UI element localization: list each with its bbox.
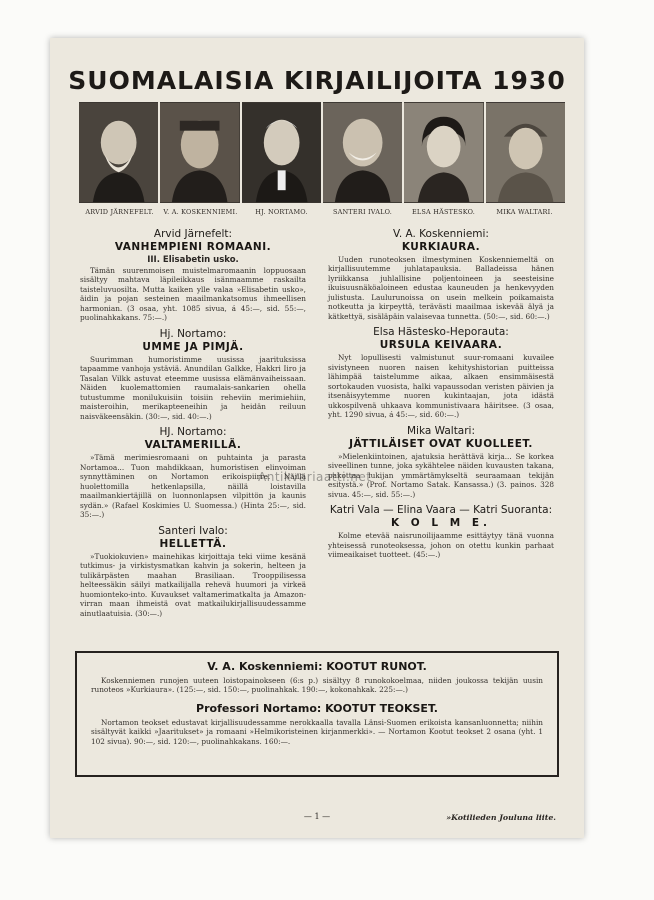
caption-jarnefelt: ARVID JÄRNEFELT. bbox=[85, 208, 154, 216]
caption-koskenniemi: V. A. KOSKENNIEMI. bbox=[163, 208, 238, 216]
collected-works-box bbox=[75, 651, 559, 777]
book-title: JÄTTILÄISET OVAT KUOLLEET. bbox=[349, 437, 533, 450]
book-subtitle: III. Elisabetin usko. bbox=[147, 255, 239, 265]
book-entry bbox=[328, 425, 554, 499]
book-entry bbox=[80, 525, 306, 618]
book-entry bbox=[328, 504, 554, 559]
box-description: Nortamon teokset edustavat kirjallisuudessamme nerokkaalla tavalla Länsi-Suomen erikoista kansanluonnetta; niihin sisältyvät kaikki »Jaaritukset» ja romaani »Helmikoristeinen kirjanmerkki». — Nortamon Kootut teokset 2 osana (yht. 1 102 sivua). 90:—, sid. 120:—, puolinahkakans. 160:—. bbox=[91, 717, 543, 746]
portrait-waltari bbox=[486, 102, 565, 203]
portrait-ivalo bbox=[323, 102, 402, 203]
page-title: SUOMALAISIA KIRJAILIJOITA 1930 bbox=[68, 66, 566, 95]
book-entry bbox=[80, 328, 306, 421]
caption-ivalo: SANTERI IVALO. bbox=[332, 208, 393, 216]
portrait-row bbox=[79, 102, 565, 203]
book-title: VANHEMPIENI ROMAANI. bbox=[114, 241, 272, 253]
right-column bbox=[328, 223, 554, 560]
book-title: K O L M E. bbox=[391, 517, 491, 530]
portrait-nortamo bbox=[242, 102, 321, 203]
portrait-hastesko bbox=[404, 102, 483, 203]
book-entry bbox=[328, 326, 554, 419]
caption-waltari: MIKA WALTARI. bbox=[496, 208, 553, 216]
page-number: — 1 — bbox=[303, 812, 331, 821]
book-author: Mika Waltari: bbox=[406, 424, 476, 437]
book-description: Uuden runoteoksen ilmestyminen Koskenniemeltä on kirjallisuutemme juhlatapauksia. Balladeissa hänen lyriikkansa juhlallisine poljentoineen ja seesteisine ikuisuusnäköaloineen edustaa kauneuden ja henkevyyden julistusta. Laulurunoissa on usein melkein poikamaista notkeutta ja kirpeyttä, terävästi maailmaa iskevää älyä ja kätkettyä, sisäläpäin valaisevaa tunnetta. (50:—, sid. 60:—.) bbox=[328, 255, 554, 321]
box-description: Koskenniemen runojen uuteen loistopainokseen (6:s p.) sisältyy 8 runokokoelmaa, niiden joukossa tekijän uusin runoteos »Kurkiaura». (125:—, sid. 150:—, puolinahkak. 190:—, kokonahkak. 225:—.) bbox=[91, 676, 543, 695]
book-title: HELLETTÄ. bbox=[159, 537, 227, 550]
book-author: Elsa Hästesko-Heporauta: bbox=[373, 326, 509, 339]
book-description: Tämän suurenmoisen muistelmaromaanin loppuosaan sisältyy mahtava läpileikkaus isänmaamme raskailta taisteluvuosilta. Mutta kaiken ylle valaa »Elisabetin usko», äidin ja pojan sesteinen maailmankatsomus ihmeellisen harmonian. (3 osaa, yht. 1085 sivua, á 45:—, sid. 55:—, puolinahkakans. 75:—.) bbox=[80, 266, 306, 323]
book-author: Katri Vala — Elina Vaara — Katri Suoranta: bbox=[329, 504, 553, 517]
book-entry bbox=[328, 228, 554, 321]
book-description: Nyt lopullisesti valmistunut suur-romaani kuvailee sivistyneen nuoren naisen kehityshistorian puitteissa lähimpää taistelumme aikaa, alkaen ensimmäisestä sortokauden vuosista, halki vapaussodan veristen päivien ja itsenäisyytemme nuoren kukintaajan, jota idästä ukkospilvenä uhkaava kommunistivaara häiritsee. (3 osaa, yht. 1290 sivua, á 45:—, sid. 60:—.) bbox=[328, 353, 554, 420]
box-heading: V. A. Koskenniemi: KOOTUT RUNOT. bbox=[207, 660, 427, 673]
caption-nortamo: HJ. NORTAMO. bbox=[255, 208, 308, 216]
book-author: HJ. Nortamo: bbox=[159, 426, 227, 439]
watermark-text: Antikvariaatti.net bbox=[258, 470, 372, 484]
book-title: UMME JA PIMJÄ. bbox=[142, 340, 244, 353]
book-description: »Tuokiokuvien» mainehikas kirjoittaja teki viime kesänä tutkimus- ja virkistysmatkan kahvin ja sokerin, helteen ja tulikärpästen maahan Brasiliaan. Trooppilisessa helteessäkin säilyi matkailijalla rehevä huumori ja virkeä huomionteko-into. Kuvaukset valtamerimatkalta ja Amazon-virran maan ihmeistä ovat matkailukirjallisuudessamme ainutlaatuisia. (30:—.) bbox=[80, 551, 306, 618]
book-author: Santeri Ivalo: bbox=[158, 524, 228, 537]
book-title: VALTAMERILLÄ. bbox=[144, 439, 242, 452]
portrait-captions bbox=[79, 208, 565, 216]
box-heading: Professori Nortamo: KOOTUT TEOKSET. bbox=[196, 701, 438, 715]
caption-hastesko: ELSA HÄSTESKO. bbox=[411, 208, 476, 216]
book-title: URSULA KEIVAARA. bbox=[379, 339, 503, 352]
book-description: »Mielenkiintoinen, ajatuksia herättävä kirja... Se korkea siveellinen tunne, joka sykähtelee näiden kuvausten takana, pakottaa lukijan ymmärtämykseltä seuraamaan tekijän esitystä.» (Prof. Nortamo Satak. Kansassa.) (3. painos. 328 sivua. 45:—, sid. 55:—.) bbox=[328, 451, 554, 499]
book-author: Arvid Järnefelt: bbox=[153, 228, 233, 240]
book-description: »Tämä merimiesromaani on puhtainta ja parasta Nortamoa... Tuon mahdikkaan, humoristisen elinvoiman synnyttäminen on Nortamon erikoispiirre. Näillä huolettomilla hetkenlapsilla, näillä loistavilla maailmankiertäjillä on luonnonlapsen vilpittön ja kaunis sydän.» (Rafael Koskimies U. Suomessa.) (Hinta 25:—, sid. 35:—.) bbox=[80, 453, 306, 520]
portrait-jarnefelt bbox=[79, 102, 158, 203]
magazine-page bbox=[50, 38, 584, 838]
book-entry bbox=[80, 228, 306, 323]
book-author: Hj. Nortamo: bbox=[159, 327, 227, 340]
book-description: Kolme etevää naisrunoilijaamme esittäytyy tänä vuonna yhteisessä runoteoksessa, johon on otettu kunkin parhaat viimeaikaiset tuotteet. (45:—.) bbox=[328, 531, 554, 560]
book-title: KURKIAURA. bbox=[401, 241, 481, 253]
footer-note: »Kotilieden Jouluna liite. bbox=[446, 813, 556, 822]
left-column bbox=[80, 223, 306, 618]
book-author: V. A. Koskenniemi: bbox=[393, 228, 489, 240]
book-description: Suurimman humoristimme uusissa jaarituksissa tapaamme vanhoja ystäviä. Anundilan Galkke, Hakkri Iiro ja Tasalan Vilkk astuvat eteemme uusissa elämänvaiheissaan. Näiden kuolemattomien raumalais-sankarien ohella tutustumme monilukuisiin toisiin reheviin merimiehiin, maisteroihin, merikapteeneihin ja heidän reiluun naisväkeensäkin. (30:—, sid. 40:—.) bbox=[80, 354, 306, 421]
portrait-koskenniemi bbox=[160, 102, 239, 203]
